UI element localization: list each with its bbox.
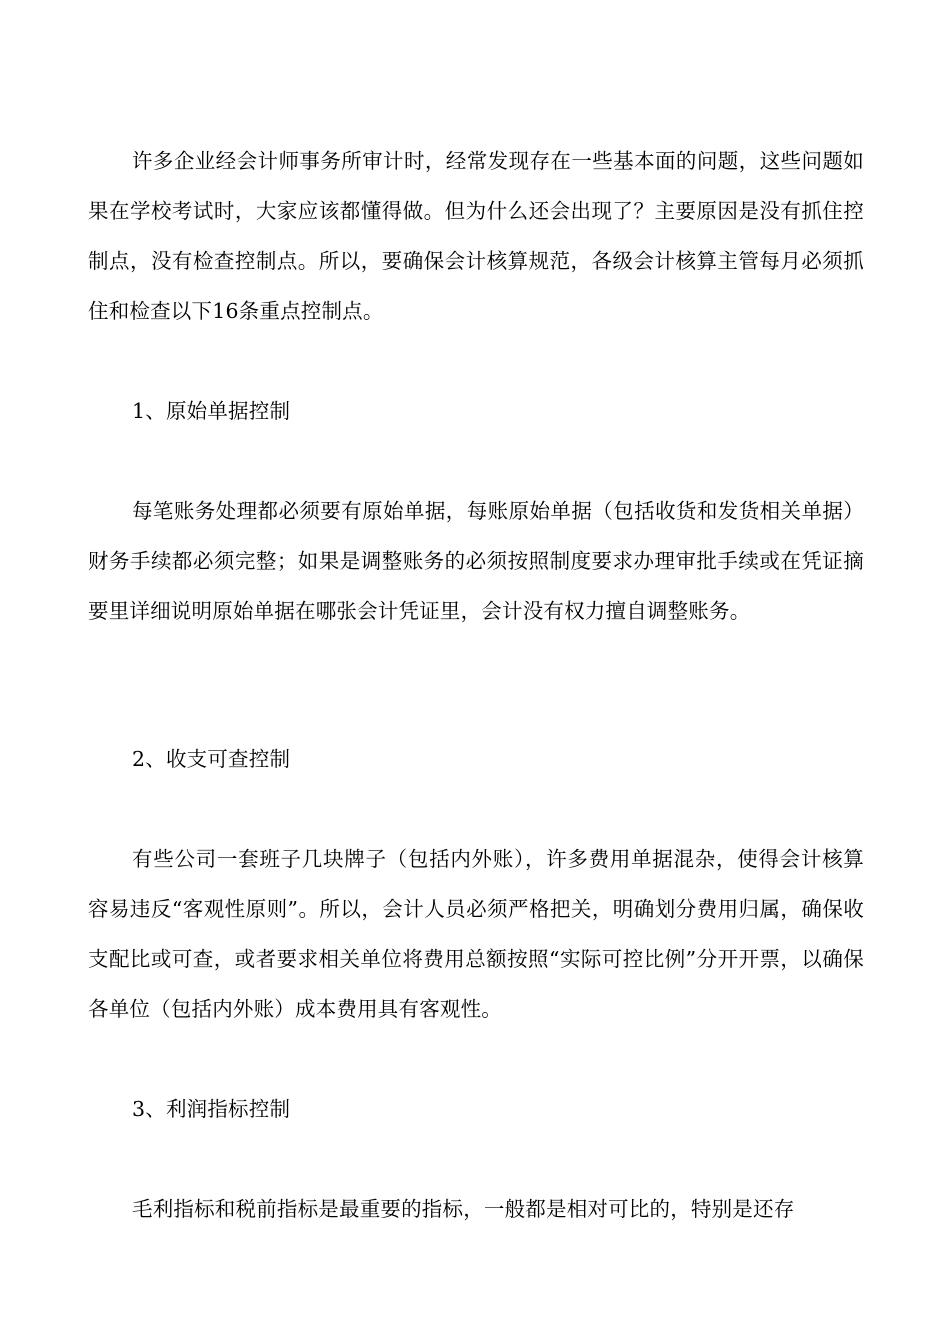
section-3-paragraph: 毛利指标和税前指标是最重要的指标，一般都是相对可比的，特别是还存 — [132, 1197, 795, 1221]
section-2-heading: 2、收支可查控制 — [132, 747, 291, 771]
section-3-heading: 3、利润指标控制 — [132, 1097, 291, 1121]
intro-paragraph: 许多企业经会计师事务所审计时，经常发现存在一些基本面的问题，这些问题如果在学校考试时，大家应该都懂得做。但为什么还会出现了？主要原因是没有抓住控制点，没有检查控制点。所以，要确保会计核算规范，各级会计核算主管每月必须抓住和检查以下16条重点控制点。 — [88, 149, 864, 323]
section-1-heading: 1、原始单据控制 — [132, 399, 291, 423]
section-2-paragraph: 有些公司一套班子几块牌子（包括内外账），许多费用单据混杂，使得会计核算容易违反“客观性原则”。所以，会计人员必须严格把关，明确划分费用归属，确保收支配比或可查，或者要求相关单位将费用总额按照“实际可控比例”分开开票，以确保各单位（包括内外账）成本费用具有客观性。 — [88, 847, 864, 1021]
section-1-paragraph: 每笔账务处理都必须要有原始单据，每账原始单据（包括收货和发货相关单据）财务手续都必须完整；如果是调整账务的必须按照制度要求办理审批手续或在凭证摘要里详细说明原始单据在哪张会计凭证里，会计没有权力擅自调整账务。 — [88, 499, 864, 623]
